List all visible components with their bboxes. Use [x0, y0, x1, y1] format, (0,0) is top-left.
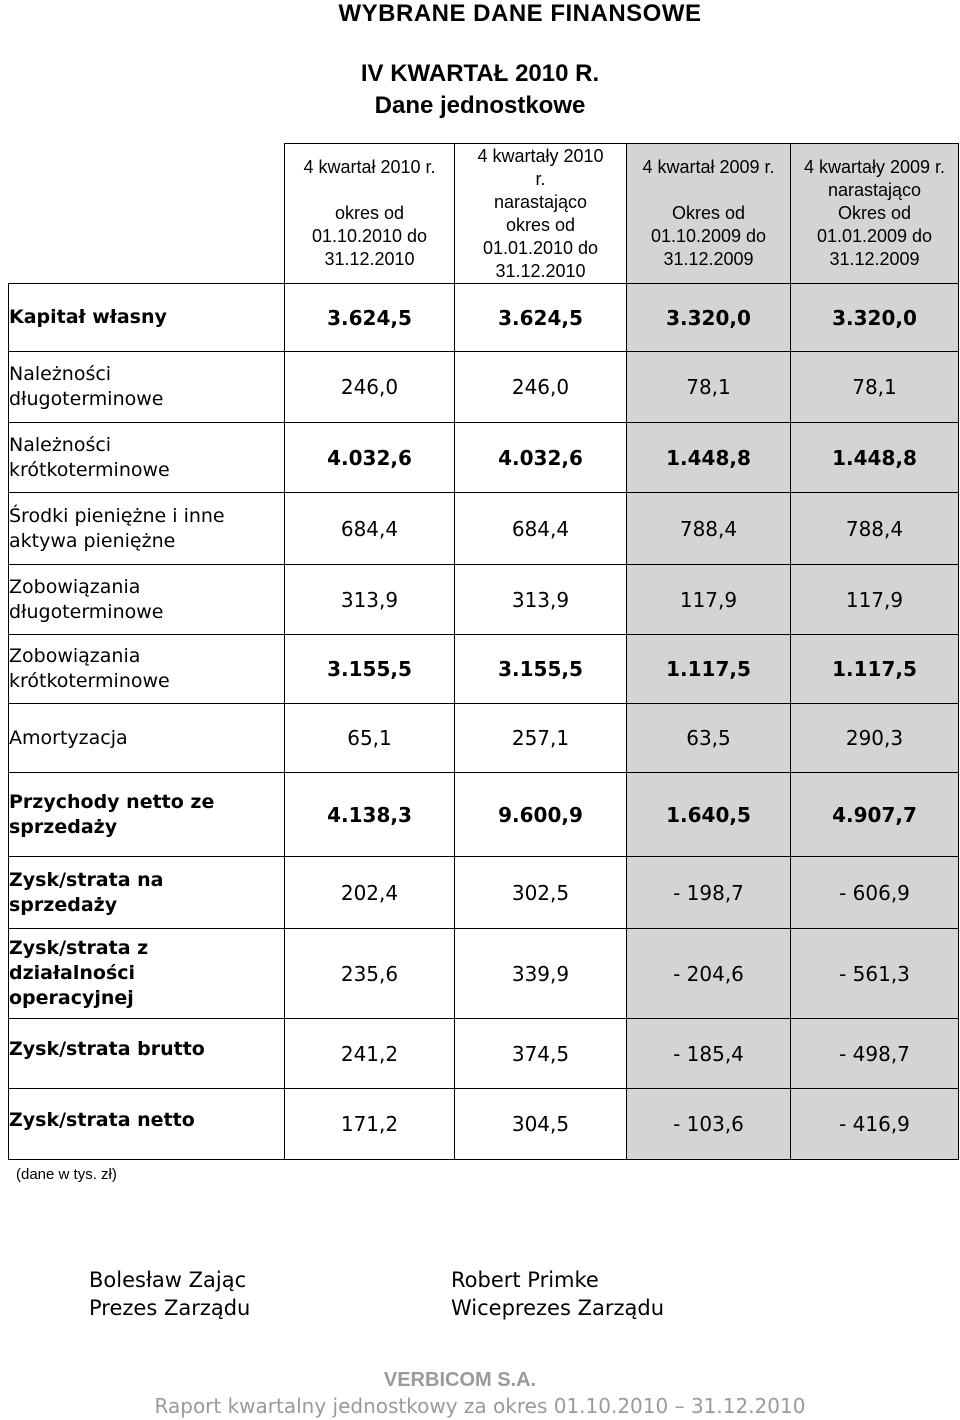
value-cell: - 198,7 [627, 857, 791, 929]
header-line: okres od [334, 203, 405, 223]
value-cell: - 103,6 [627, 1089, 791, 1160]
value-cell: 1.448,8 [791, 423, 959, 493]
footer-company: VERBICOM S.A. [383, 1369, 537, 1391]
value-cell: 290,3 [791, 704, 959, 773]
value-cell: 788,4 [627, 493, 791, 565]
row-label [9, 1019, 285, 1089]
value-cell: 3.320,0 [791, 284, 959, 352]
value-cell: 1.117,5 [791, 635, 959, 704]
value-cell: 9.600,9 [455, 773, 627, 857]
value-cell: 3.155,5 [455, 635, 627, 704]
value-cell: 117,9 [627, 565, 791, 635]
row-label [9, 565, 285, 635]
value-cell: 3.624,5 [455, 284, 627, 352]
row-label-line: Środki pieniężne i inne [9, 504, 225, 527]
row-label-line: Kapitał własny [9, 306, 167, 328]
value-cell: - 561,3 [791, 929, 959, 1019]
header-line: 31.12.2010 [495, 260, 586, 281]
header-line: 31.12.2009 [663, 249, 754, 269]
row-label [9, 773, 285, 857]
header-line [627, 179, 790, 202]
row-label-line: Amortyzacja [9, 726, 128, 749]
value-cell: 202,4 [285, 857, 455, 929]
value-cell: - 606,9 [791, 857, 959, 929]
column-header-q4-2010 [285, 144, 455, 284]
header-line: 01.10.2010 do [311, 226, 428, 246]
value-cell: 1.640,5 [627, 773, 791, 857]
row-label-line: działalności [9, 962, 136, 984]
signature-role: Prezes Zarządu [89, 1296, 251, 1320]
row-label-line: Przychody netto ze [9, 790, 215, 813]
value-cell: - 185,4 [627, 1019, 791, 1089]
value-cell: 246,0 [455, 352, 627, 423]
signature-block-president [89, 1266, 250, 1322]
row-label [9, 929, 285, 1019]
row-label-line: długoterminowe [9, 600, 164, 623]
footer-report: Raport kwartalny jednostkowy za okres 01.10.2010 – 31.12.2010 [154, 1394, 806, 1418]
value-cell: 117,9 [791, 565, 959, 635]
column-header-ytd-2010 [455, 144, 627, 284]
row-label-line: Zobowiązania [9, 645, 141, 667]
row-label-line: Należności [9, 433, 112, 456]
value-cell: 246,0 [285, 352, 455, 423]
header-line: 31.12.2010 [324, 249, 415, 269]
header-line: 01.01.2010 do [482, 237, 599, 258]
value-cell: 257,1 [455, 704, 627, 773]
table-row [9, 423, 959, 493]
table-row [9, 929, 959, 1019]
report-subtitle: Dane jednostkowe [374, 92, 586, 119]
row-label-line: sprzedaży [9, 893, 118, 916]
value-cell: - 498,7 [791, 1019, 959, 1089]
header-line: narastająco [493, 191, 588, 212]
value-cell: 339,9 [455, 929, 627, 1019]
value-cell: 78,1 [791, 352, 959, 423]
value-cell: 4.032,6 [455, 423, 627, 493]
value-cell: 684,4 [455, 493, 627, 565]
header-line: narastająco [827, 180, 922, 200]
value-cell: 4.907,7 [791, 773, 959, 857]
row-label-line: Zobowiązania [9, 575, 141, 598]
row-label-line: krótkoterminowe [9, 670, 170, 692]
column-header-ytd-2009 [791, 144, 959, 284]
column-header-q4-2009 [627, 144, 791, 284]
table-row [9, 493, 959, 565]
value-cell: 1.117,5 [627, 635, 791, 704]
value-cell: 684,4 [285, 493, 455, 565]
header-line: 4 kwartały 2009 r. [803, 157, 946, 177]
row-label-line: aktywa pieniężne [9, 529, 176, 552]
table-row [9, 352, 959, 423]
header-line: 4 kwartał 2009 r. [642, 157, 775, 177]
table-row [9, 704, 959, 773]
row-label [9, 704, 285, 773]
signature-name: Robert Primke [451, 1268, 599, 1292]
table-row [9, 284, 959, 352]
signature-role: Wiceprezes Zarządu [451, 1296, 665, 1320]
value-cell: 235,6 [285, 929, 455, 1019]
signature-block-vice-president [451, 1266, 664, 1322]
header-line: 01.01.2009 do [816, 226, 933, 246]
row-label [9, 857, 285, 929]
table-row [9, 1019, 959, 1089]
row-label [9, 352, 285, 423]
table-row [9, 635, 959, 704]
report-period: IV KWARTAŁ 2010 R. [360, 60, 600, 87]
header-line: Okres od [671, 203, 746, 223]
header-line: 01.10.2009 do [650, 226, 767, 246]
header-blank-cell [9, 144, 285, 284]
header-line: 4 kwartał 2010 r. [303, 157, 436, 177]
row-label-line: Zysk/strata netto [9, 1108, 195, 1131]
value-cell: 1.448,8 [627, 423, 791, 493]
value-cell: 4.032,6 [285, 423, 455, 493]
table-row [9, 565, 959, 635]
value-cell: 78,1 [627, 352, 791, 423]
value-cell: 788,4 [791, 493, 959, 565]
header-line [285, 179, 454, 202]
row-label [9, 1089, 285, 1160]
row-label-line: operacyjnej [9, 987, 134, 1009]
signature-name: Bolesław Zając [89, 1268, 247, 1292]
row-label-line: Należności [9, 363, 112, 385]
value-cell: 302,5 [455, 857, 627, 929]
row-label-line: długoterminowe [9, 388, 164, 410]
row-label [9, 284, 285, 352]
header-line: 31.12.2009 [829, 249, 920, 269]
value-cell: 3.624,5 [285, 284, 455, 352]
header-line: r. [535, 168, 546, 189]
row-label-line: sprzedaży [9, 815, 118, 838]
row-label [9, 493, 285, 565]
row-label-line: krótkoterminowe [9, 458, 170, 481]
row-label-line: Zysk/strata brutto [9, 1038, 205, 1060]
value-cell: 313,9 [455, 565, 627, 635]
value-cell: 241,2 [285, 1019, 455, 1089]
value-cell: 171,2 [285, 1089, 455, 1160]
value-cell: 304,5 [455, 1089, 627, 1160]
value-cell: 4.138,3 [285, 773, 455, 857]
row-label [9, 423, 285, 493]
value-cell: 3.320,0 [627, 284, 791, 352]
row-label-line: Zysk/strata na [9, 868, 164, 891]
table-row [9, 773, 959, 857]
row-label [9, 635, 285, 704]
value-cell: - 204,6 [627, 929, 791, 1019]
financial-table [8, 143, 959, 1160]
row-label-line: Zysk/strata z [9, 937, 149, 959]
table-row [9, 857, 959, 929]
table-header-row [9, 144, 959, 284]
header-line: 4 kwartały 2010 [477, 145, 604, 166]
value-cell: - 416,9 [791, 1089, 959, 1160]
value-cell: 374,5 [455, 1019, 627, 1089]
table-row [9, 1089, 959, 1160]
value-cell: 63,5 [627, 704, 791, 773]
value-cell: 65,1 [285, 704, 455, 773]
units-note: (dane w tys. zł) [16, 1166, 117, 1183]
header-line: okres od [505, 214, 576, 235]
value-cell: 313,9 [285, 565, 455, 635]
document-title: WYBRANE DANE FINANSOWE [338, 0, 702, 27]
header-line: Okres od [837, 203, 912, 223]
value-cell: 3.155,5 [285, 635, 455, 704]
